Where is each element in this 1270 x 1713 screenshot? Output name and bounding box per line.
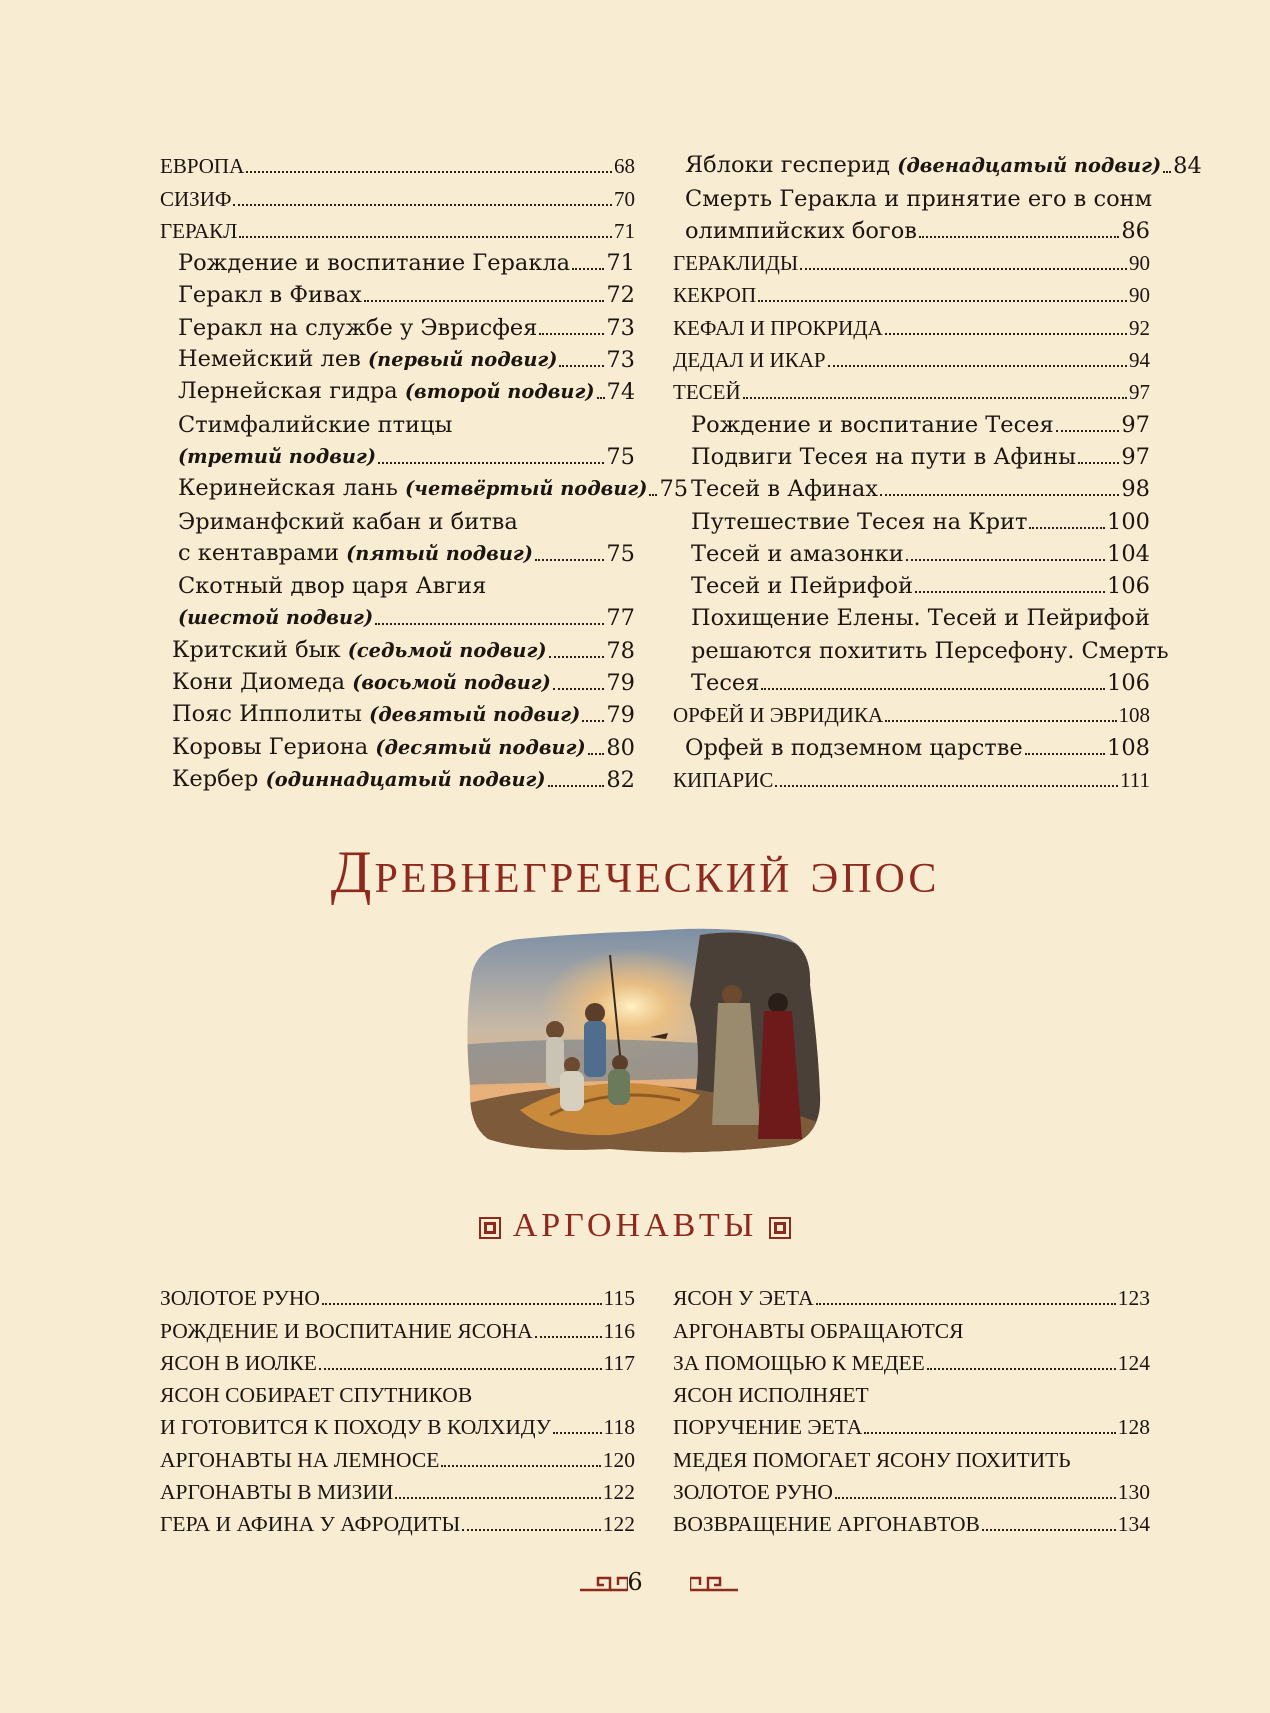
toc-entry-page: 86 (1121, 217, 1150, 244)
toc-entry-title (685, 735, 1023, 761)
toc-entry-title (673, 315, 883, 341)
argonauts-illustration (460, 925, 825, 1157)
toc-bottom-left (160, 1279, 635, 1537)
toc-entry-title (178, 282, 362, 308)
toc-entry-page: 90 (1129, 251, 1150, 276)
toc-entry-title (178, 604, 373, 631)
toc-entry-page: 78 (606, 637, 635, 664)
toc-entry-title-text: Путешествие Тесея на Крит (691, 508, 1028, 535)
toc-entry-title-text: ЗОЛОТОЕ РУНО (160, 1286, 320, 1311)
toc-entry-note: (третий подвиг) (178, 444, 376, 468)
toc-entry (673, 1311, 1150, 1343)
dot-leader (246, 171, 612, 173)
toc-entry-note: (двенадцатый подвиг) (897, 154, 1162, 178)
toc-entry-title (673, 347, 826, 373)
toc-entry-title (160, 1350, 317, 1376)
toc-entry-title (178, 509, 518, 535)
toc-entry-title (673, 1382, 869, 1408)
toc-entry (673, 567, 1150, 599)
toc-entry-title-text: Рождение и воспитание Геракла (178, 250, 571, 277)
toc-entry-title-text: КЕФАЛ И ПРОКРИДА (673, 315, 883, 340)
dot-leader (441, 1465, 600, 1467)
toc-entry-note: (восьмой подвиг) (352, 671, 551, 695)
toc-entry-page: 116 (603, 1318, 635, 1343)
toc-entry-title (691, 509, 1027, 535)
toc-entry (160, 696, 635, 728)
toc-entry-page: 75 (606, 540, 635, 567)
toc-entry (673, 599, 1150, 631)
toc-entry-title (673, 1318, 963, 1344)
toc-entry-page: 73 (606, 347, 635, 374)
toc-entry (673, 1376, 1150, 1408)
section-heading: Древнегреческий эпос (330, 839, 940, 905)
dot-leader (1029, 527, 1105, 529)
dot-leader (553, 1432, 602, 1434)
toc-entry-note: (одиннадцатый подвиг) (265, 767, 546, 791)
toc-entry-title-text: Пояс Ипполиты (172, 701, 362, 728)
toc-entry-title-text: с кентаврами (178, 539, 339, 566)
toc-entry (673, 147, 1202, 180)
toc-entry (673, 470, 1150, 502)
dot-leader (1163, 171, 1171, 173)
toc-entry-title (673, 1414, 862, 1440)
toc-entry-page: 122 (602, 1512, 635, 1537)
toc-entry-page: 79 (606, 670, 635, 697)
toc-entry-title (673, 282, 756, 308)
page-number: 6 (627, 1568, 643, 1596)
toc-entry-title (172, 766, 546, 793)
toc-entry-title (691, 573, 913, 599)
dot-leader (982, 1529, 1116, 1531)
subsection-heading (0, 1207, 1270, 1245)
toc-entry-title-text: ЕВРОПА (160, 154, 245, 179)
toc-entry (160, 1505, 635, 1537)
dot-leader (588, 753, 605, 755)
toc-entry-note: (десятый подвиг) (375, 735, 586, 759)
toc-entry-page: 71 (606, 250, 635, 277)
toc-entry-page: 79 (606, 702, 635, 729)
dot-leader (927, 1368, 1116, 1370)
toc-entry-title (178, 475, 647, 502)
toc-entry-page: 77 (606, 605, 635, 632)
toc-entry (160, 276, 635, 308)
toc-entry-title-text: Тесей и Пейрифой (691, 573, 914, 600)
toc-entry-title-text: АРГОНАВТЫ НА ЛЕМНОСЕ (160, 1447, 440, 1472)
toc-entry-title (673, 1479, 833, 1505)
toc-entry-title-text: Керинейская лань (178, 475, 398, 502)
dot-leader (915, 591, 1105, 593)
toc-entry (160, 438, 635, 470)
toc-entry-title (673, 1285, 814, 1311)
toc-entry-title (685, 218, 917, 244)
toc-entry-title-text: Коровы Гериона (172, 733, 369, 760)
toc-entry-title-text: ЯСОН У ЭЕТА (673, 1286, 814, 1311)
toc-entry-page: 106 (1107, 573, 1150, 600)
dot-leader (1078, 462, 1119, 464)
toc-entry-page: 130 (1117, 1480, 1150, 1505)
toc-entry (673, 438, 1150, 470)
toc-entry-page: 97 (1129, 380, 1150, 405)
toc-entry (160, 631, 635, 663)
toc-entry-title (172, 637, 547, 664)
toc-entry (160, 405, 635, 437)
toc-entry-title (178, 315, 537, 341)
toc-entry-title-text: АРГОНАВТЫ ОБРАЩАЮТСЯ (673, 1318, 964, 1343)
toc-entry-title (160, 1285, 320, 1311)
toc-entry-title-text: Тесей и амазонки (691, 540, 904, 567)
toc-entry-title-text: олимпийских богов (685, 217, 917, 244)
toc-entry (673, 341, 1150, 373)
toc-entry (673, 761, 1150, 793)
toc-entry (160, 761, 635, 793)
toc-entry-title-text: СИЗИФ (160, 186, 232, 211)
toc-entry-title (685, 186, 1152, 212)
toc-entry (673, 1279, 1150, 1311)
toc-entry-title-text: ОРФЕЙ И ЭВРИДИКА (673, 703, 884, 728)
toc-entry-title-text: Похищение Елены. Тесей и Пейрифой (691, 605, 1150, 632)
toc-entry-title (691, 412, 1054, 438)
dot-leader (553, 688, 605, 690)
toc-entry-title (160, 186, 231, 212)
toc-entry (673, 405, 1150, 437)
dot-leader (1056, 430, 1120, 432)
toc-entry-title-text: ВОЗВРАЩЕНИЕ АРГОНАВТОВ (673, 1512, 980, 1537)
toc-entry-title (160, 1479, 393, 1505)
toc-entry (673, 212, 1150, 244)
dot-leader (906, 559, 1105, 561)
toc-entry (673, 535, 1150, 567)
toc-entry-page: 118 (603, 1415, 635, 1440)
dot-leader (758, 300, 1127, 302)
toc-entry-title-text: ЯСОН В ИОЛКЕ (160, 1350, 317, 1375)
toc-entry-page: 120 (602, 1447, 635, 1472)
toc-entry-note: (пятый подвиг) (346, 541, 533, 565)
toc-entry-title-text: Кони Диомеда (172, 669, 346, 696)
dot-leader (548, 785, 605, 787)
dot-leader (1025, 753, 1105, 755)
toc-entry-page: 97 (1121, 443, 1150, 470)
toc-entry (673, 244, 1150, 276)
toc-entry-page: 75 (659, 476, 689, 503)
toc-entry-title-text: Немейский лев (178, 346, 361, 373)
toc-entry (160, 567, 635, 599)
toc-entry-page: 100 (1107, 508, 1150, 535)
dot-leader (885, 333, 1127, 335)
toc-entry-title (178, 378, 595, 405)
toc-entry-title-text: Подвиги Тесея на пути в Афины (691, 443, 1076, 470)
toc-entry-title-text: Тесей в Афинах (691, 476, 878, 503)
dot-leader (919, 236, 1119, 238)
toc-entry-title-text: ЯСОН ИСПОЛНЯЕТ (673, 1383, 869, 1408)
toc-entry-page: 92 (1129, 315, 1150, 340)
toc-entry-title-text: Кербер (172, 765, 259, 792)
dot-leader (535, 559, 604, 561)
dot-leader (835, 1497, 1116, 1499)
toc-entry-title (673, 379, 741, 405)
dot-leader (239, 236, 612, 238)
toc-entry-title-text: КИПАРИС (673, 767, 774, 792)
toc-entry-title-text: ГЕРАКЛ (160, 218, 238, 243)
toc-entry-title (691, 476, 878, 502)
toc-entry-title (691, 444, 1076, 470)
toc-entry-note: (первый подвиг) (368, 348, 558, 372)
toc-entry (673, 373, 1150, 405)
toc-entry-title (172, 669, 551, 696)
toc-entry-title-text: ЗОЛОТОЕ РУНО (673, 1480, 833, 1505)
toc-entry-title (673, 1447, 1071, 1473)
toc-entry-title-text: ПОРУЧЕНИЕ ЭЕТА (673, 1415, 863, 1440)
toc-entry (160, 373, 635, 405)
toc-entry-title-text: Рождение и воспитание Тесея (691, 411, 1054, 438)
dot-leader (395, 1497, 600, 1499)
toc-entry-page: 90 (1129, 283, 1150, 308)
toc-entry-title-text: И ГОТОВИТСЯ К ПОХОДУ В КОЛХИДУ (160, 1415, 552, 1440)
dot-leader (559, 365, 604, 367)
dot-leader (322, 1303, 602, 1305)
toc-entry (160, 1279, 635, 1311)
toc-entry-page: 82 (606, 766, 635, 793)
toc-entry-title-text: РОЖДЕНИЕ И ВОСПИТАНИЕ ЯСОНА (160, 1318, 533, 1343)
toc-entry-page: 134 (1117, 1512, 1150, 1537)
toc-entry-title (673, 767, 773, 793)
toc-entry-title (673, 250, 798, 276)
toc-entry-title (691, 541, 904, 567)
toc-entry (160, 244, 635, 276)
toc-entry-title (160, 1511, 460, 1537)
toc-entry (673, 631, 1169, 664)
dot-leader (319, 1368, 602, 1370)
toc-entry-title (673, 702, 883, 728)
toc-entry-page: 94 (1129, 348, 1150, 373)
dot-leader (775, 785, 1118, 787)
toc-entry-title (160, 1414, 551, 1440)
toc-entry-page: 97 (1121, 411, 1150, 438)
toc-entry-title-text: КЕКРОП (673, 283, 757, 308)
dot-leader (816, 1303, 1116, 1305)
dot-leader (649, 494, 657, 496)
toc-entry (160, 1344, 635, 1376)
toc-entry (160, 664, 635, 696)
toc-entry-title-text: Геракл на службе у Эврисфея (178, 314, 538, 341)
toc-entry (160, 1440, 635, 1472)
toc-entry-title (691, 670, 759, 696)
dot-leader (535, 1336, 602, 1338)
toc-entry (673, 1473, 1150, 1505)
toc-entry-title (178, 250, 570, 276)
toc-entry-title-text: ЯСОН СОБИРАЕТ СПУТНИКОВ (160, 1383, 473, 1408)
toc-entry-title-text: Стимфалийские птицы (178, 411, 453, 438)
toc-entry (160, 728, 635, 760)
toc-entry (673, 696, 1150, 728)
toc-entry-page: 108 (1107, 734, 1150, 761)
toc-entry-title (691, 605, 1150, 631)
toc-entry-title (673, 1511, 980, 1537)
toc-entry-title-text: Эриманфский кабан и битва (178, 508, 518, 535)
toc-top-right (673, 147, 1202, 793)
toc-entry (160, 502, 635, 534)
toc-entry-note: (второй подвиг) (404, 380, 595, 404)
dot-leader (597, 397, 605, 399)
toc-entry-title (160, 153, 244, 179)
toc-entry-page: 70 (614, 186, 635, 211)
toc-entry-page: 72 (606, 282, 635, 309)
toc-entry-title-text: ГЕРА И АФИНА У АФРОДИТЫ (160, 1512, 461, 1537)
toc-entry (160, 212, 635, 244)
toc-entry (673, 1505, 1150, 1537)
toc-entry (160, 341, 635, 373)
toc-entry (673, 1408, 1150, 1440)
dot-leader (828, 365, 1127, 367)
toc-entry-title (160, 218, 237, 244)
dot-leader (233, 204, 612, 206)
toc-entry-title-text: Скотный двор царя Авгия (178, 573, 487, 600)
toc-entry-title-text: решаются похитить Персефону. Смерть (691, 637, 1169, 664)
toc-entry-title-text: ГЕРАКЛИДЫ (673, 251, 799, 276)
toc-entry-page: 106 (1107, 670, 1150, 697)
dot-leader (761, 688, 1105, 690)
greek-key-ornament-icon (479, 1217, 501, 1239)
dot-leader (549, 656, 605, 658)
toc-entry-title (178, 412, 452, 438)
toc-entry-title (160, 1447, 439, 1473)
toc-entry-title-text: Геракл в Фивах (178, 282, 362, 309)
meander-ornament-icon (690, 1574, 738, 1592)
toc-entry (673, 1344, 1150, 1376)
toc-entry-page: 75 (606, 443, 635, 470)
toc-entry-page: 123 (1117, 1286, 1150, 1311)
toc-entry-title-text: Лернейская гидра (178, 378, 398, 405)
toc-entry-page: 98 (1121, 476, 1150, 503)
toc-bottom-right (673, 1279, 1150, 1537)
toc-entry-title-text: Орфей в подземном царстве (685, 734, 1023, 761)
toc-entry-title-text: ЗА ПОМОЩЬЮ К МЕДЕЕ (673, 1350, 925, 1375)
toc-entry (160, 599, 635, 631)
dot-leader (864, 1432, 1115, 1434)
toc-entry (160, 147, 635, 179)
dot-leader (539, 333, 604, 335)
toc-entry-title-text: МЕДЕЯ ПОМОГАЕТ ЯСОНУ ПОХИТИТЬ (673, 1447, 1071, 1472)
toc-entry-title (160, 1382, 472, 1408)
toc-entry (673, 502, 1150, 534)
dot-leader (375, 623, 604, 625)
toc-entry (160, 308, 635, 340)
toc-entry-title (685, 152, 1161, 179)
toc-entry (673, 276, 1150, 308)
toc-entry-page: 104 (1107, 540, 1150, 567)
toc-entry (160, 179, 635, 211)
greek-key-ornament-icon (769, 1217, 791, 1239)
toc-entry (673, 664, 1150, 696)
toc-entry-note: (четвёртый подвиг) (404, 477, 648, 501)
toc-entry (673, 1440, 1150, 1472)
toc-entry-page: 80 (606, 734, 635, 761)
toc-entry-title-text: ТЕСЕЙ (673, 380, 741, 405)
toc-entry (160, 535, 635, 567)
toc-entry-note: (шестой подвиг) (178, 606, 374, 630)
toc-entry-title (673, 1350, 925, 1376)
toc-entry-page: 68 (614, 154, 635, 179)
toc-entry-page: 71 (614, 218, 635, 243)
toc-entry-title (178, 346, 557, 373)
toc-entry (160, 1408, 635, 1440)
toc-entry-page: 117 (603, 1350, 635, 1375)
dot-leader (800, 268, 1127, 270)
toc-entry-page: 111 (1120, 767, 1150, 792)
toc-entry-page: 128 (1117, 1415, 1150, 1440)
dot-leader (885, 720, 1116, 722)
toc-entry-title (178, 573, 486, 599)
toc-entry-title-text: Тесея (691, 670, 760, 697)
toc-entry (673, 308, 1150, 340)
toc-entry (673, 179, 1153, 212)
dot-leader (880, 494, 1119, 496)
toc-entry-title (178, 443, 376, 470)
toc-entry-page: 122 (602, 1480, 635, 1505)
toc-entry-page: 108 (1118, 703, 1150, 728)
toc-entry-title-text: ДЕДАЛ И ИКАР (673, 348, 826, 373)
toc-entry-title (178, 540, 533, 567)
toc-entry (160, 1376, 635, 1408)
toc-top-left (160, 147, 689, 793)
toc-entry-title (172, 734, 586, 761)
toc-entry-title (160, 1318, 533, 1344)
toc-entry-title-text: Смерть Геракла и принятие его в сонм (685, 185, 1153, 212)
dot-leader (743, 397, 1127, 399)
dot-leader (462, 1529, 601, 1531)
toc-entry-note: (девятый подвиг) (369, 703, 581, 727)
subsection-title: АРГОНАВТЫ (512, 1207, 758, 1244)
toc-entry-title (172, 701, 580, 728)
toc-entry-page: 84 (1173, 153, 1202, 180)
toc-entry-title (691, 638, 1169, 664)
toc-entry-page: 74 (606, 379, 636, 406)
dot-leader (582, 720, 604, 722)
toc-entry-title-text: АРГОНАВТЫ В МИЗИИ (160, 1480, 394, 1505)
toc-entry (160, 1473, 635, 1505)
toc-entry-page: 73 (606, 314, 635, 341)
toc-entry-title-text: Критский бык (172, 636, 341, 663)
dot-leader (364, 300, 605, 302)
dot-leader (378, 462, 604, 464)
toc-entry-note: (седьмой подвиг) (347, 638, 547, 662)
toc-entry (673, 728, 1150, 760)
toc-entry-page: 115 (603, 1286, 635, 1311)
dot-leader (572, 268, 604, 270)
toc-entry-page: 124 (1117, 1350, 1150, 1375)
toc-entry (160, 470, 689, 503)
toc-entry-title-text: Яблоки гесперид (685, 152, 891, 179)
toc-entry (160, 1311, 635, 1343)
